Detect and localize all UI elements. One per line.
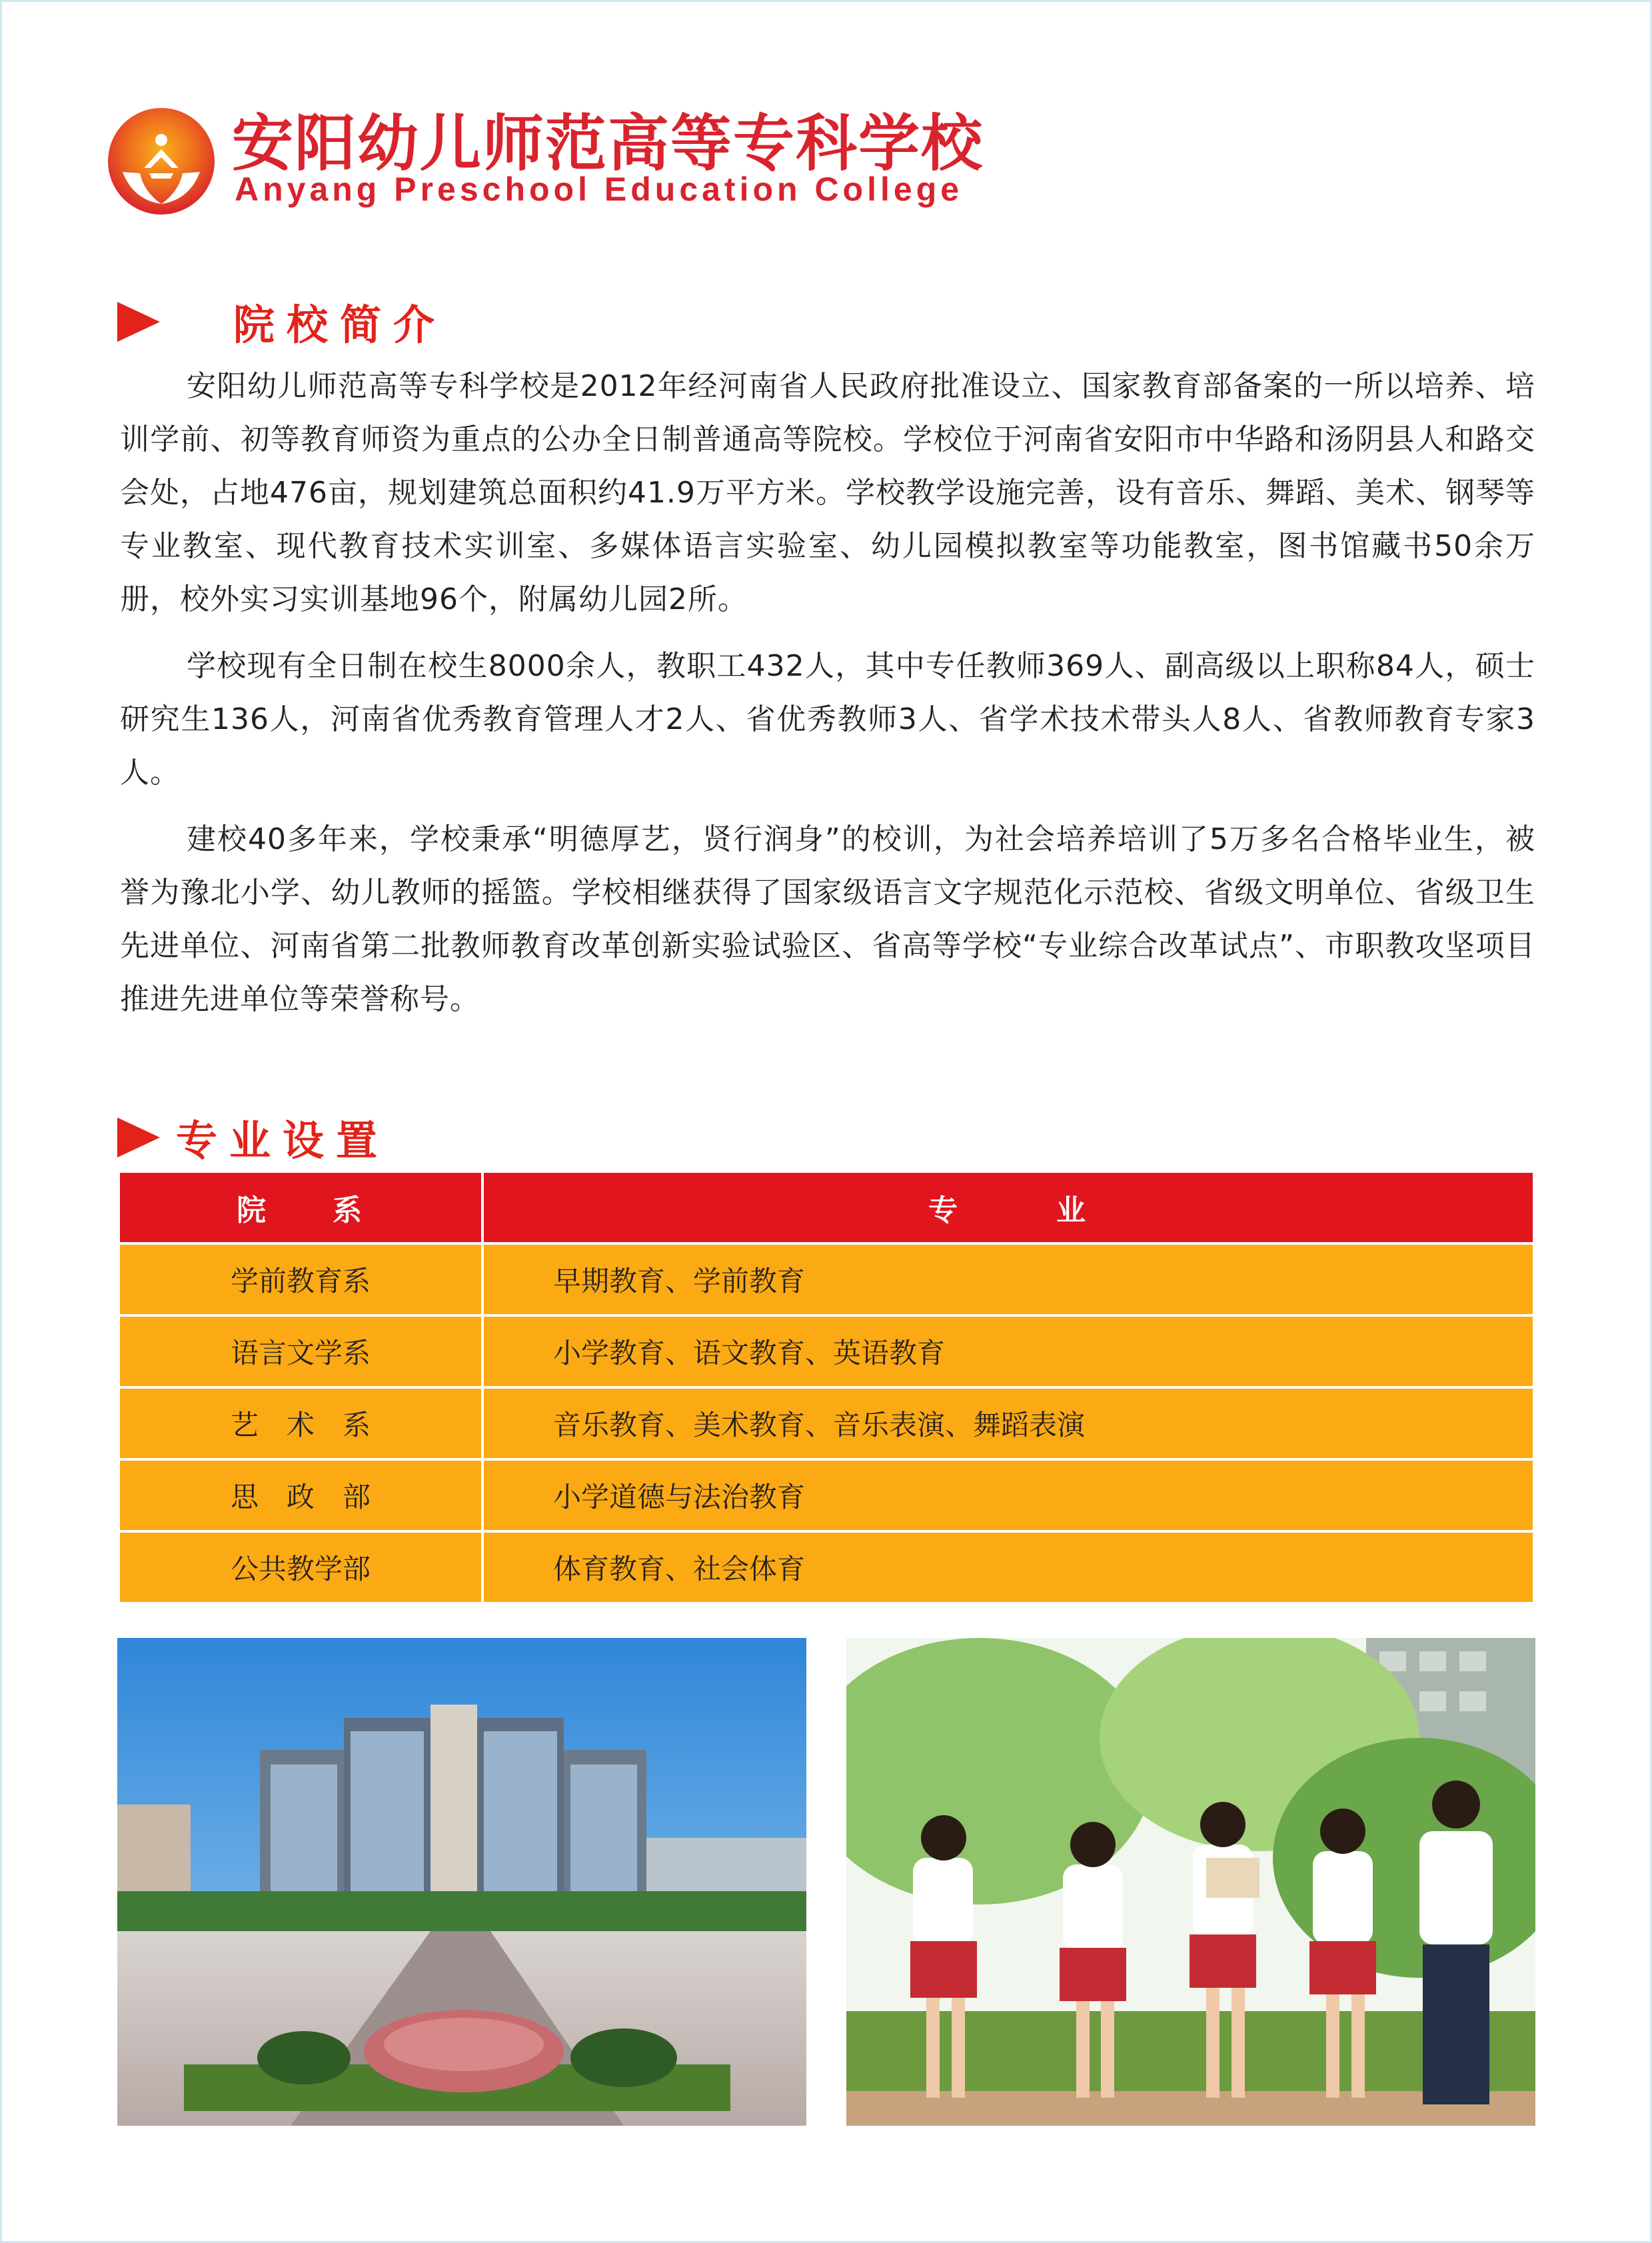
school-name-en: Anyang Preschool Education College (235, 171, 964, 208)
intro-paragraph: 安阳幼儿师范高等专科学校是2012年经河南省人民政府批准设立、国家教育部备案的一所以培养、培训学前、初等教育师资为重点的公办全日制普通高等院校。学校位于河南省安阳市中华路和汤阴县人和路交会处，占地476亩，规划建筑总面积约41.9万平方米。学校教学设施完善，设有音乐、舞蹈、美术、钢琴等专业教室、现代教育技术实训室、多媒体语言实验室、幼儿园模拟教室等功能教室，图书馆藏书50余万册，校外实习实训基地96个，附属幼儿园2所。 (120, 369, 1535, 616)
intro-heading-text: 院校简介 (233, 301, 447, 349)
intro-heading (117, 292, 446, 351)
major-cell: 小学道德与法治教育 (482, 1459, 1533, 1531)
major-cell: 体育教育、社会体育 (482, 1531, 1533, 1602)
campus-building-photo (117, 1638, 806, 2126)
major-heading-text: 专业设置 (176, 1116, 390, 1165)
intro-text (120, 360, 1535, 1040)
table-row (120, 1315, 1533, 1387)
school-name-cn: 安阳幼儿师范高等专科学校 (232, 107, 984, 179)
triangle-arrow-icon (117, 302, 160, 342)
major-table (120, 1173, 1533, 1602)
major-cell: 早期教育、学前教育 (482, 1243, 1533, 1315)
column-header-major: 专 业 (482, 1173, 1533, 1243)
frame-line-left (0, 0, 2, 2243)
table-row (120, 1531, 1533, 1602)
table-row (120, 1387, 1533, 1459)
dept-cell: 学前教育系 (120, 1243, 482, 1315)
dept-cell: 思 政 部 (120, 1459, 482, 1531)
major-cell: 音乐教育、美术教育、音乐表演、舞蹈表演 (482, 1387, 1533, 1459)
dept-cell: 公共教学部 (120, 1531, 482, 1602)
table-header-row (120, 1173, 1533, 1243)
table-row (120, 1243, 1533, 1315)
major-heading (117, 1108, 389, 1167)
frame-line-top (0, 0, 1652, 2)
dept-cell: 艺 术 系 (120, 1387, 482, 1459)
intro-paragraph: 建校40多年来，学校秉承“明德厚艺，贤行润身”的校训，为社会培养培训了5万多名合格毕业生，被誉为豫北小学、幼儿教师的摇篮。学校相继获得了国家级语言文字规范化示范校、省级文明单位、省级卫生先进单位、河南省第二批教师教育改革创新实验试验区、省高等学校“专业综合改革试点”、市职教攻坚项目推进先进单位等荣誉称号。 (120, 822, 1535, 1016)
triangle-arrow-icon (117, 1118, 160, 1157)
major-cell: 小学教育、语文教育、英语教育 (482, 1315, 1533, 1387)
intro-paragraph: 学校现有全日制在校生8000余人，教职工432人，其中专任教师369人、副高级以上职称84人，硕士研究生136人，河南省优秀教育管理人才2人、省优秀教师3人、省学术技术带头人8人、省教师教育专家3人。 (120, 649, 1535, 790)
dept-cell: 语言文学系 (120, 1315, 482, 1387)
school-logo-icon (107, 107, 216, 216)
students-photo (846, 1638, 1535, 2126)
column-header-dept: 院 系 (120, 1173, 482, 1243)
table-row (120, 1459, 1533, 1531)
